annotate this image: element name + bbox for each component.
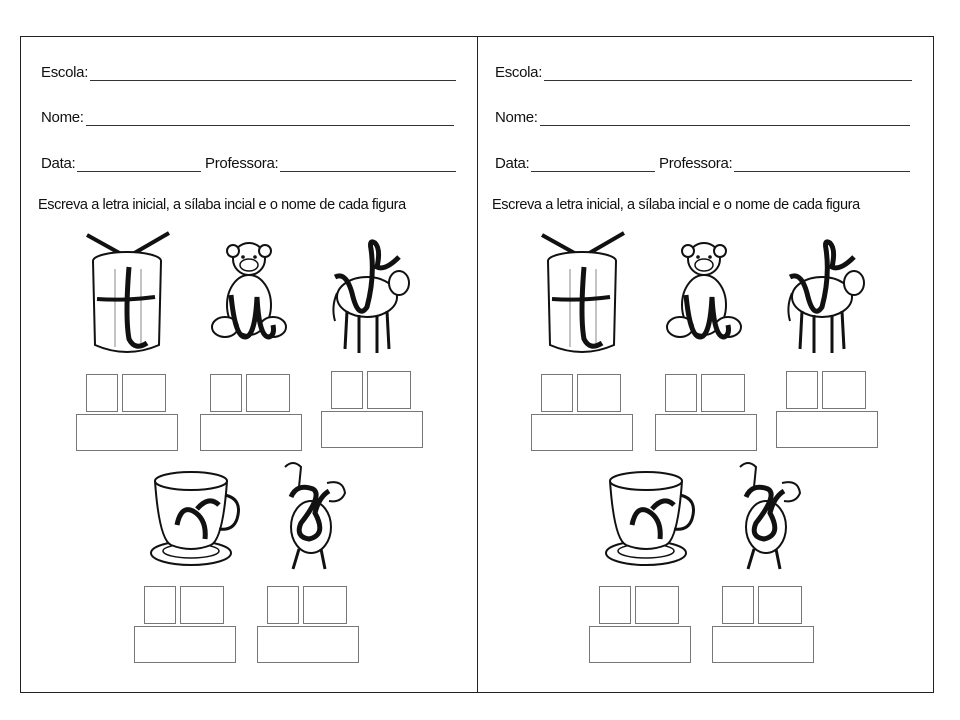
figure-name-box[interactable] [257,626,359,663]
initial-syllable-box[interactable] [701,374,745,412]
initial-letter-box[interactable] [786,371,818,409]
worksheet-copy-right [478,37,934,692]
initial-letter-box[interactable] [210,374,242,412]
instruction-text: Escreva a letra inicial, a sílaba incial e o nome de cada figura [492,197,860,213]
name-field[interactable] [41,109,454,126]
initial-letter-box[interactable] [86,374,118,412]
date-label: Data: [495,155,530,172]
school-field[interactable] [495,64,912,81]
monkey-icon [664,237,744,349]
drum-icon [85,227,175,355]
date-line[interactable] [77,157,201,172]
name-label: Nome: [41,109,84,126]
figure-name-box[interactable] [200,414,302,451]
figure-name-box[interactable] [712,626,814,663]
initial-letter-box[interactable] [722,586,754,624]
initial-letter-box[interactable] [144,586,176,624]
school-label: Escola: [495,64,543,81]
figure-name-box[interactable] [776,411,878,448]
initial-letter-box[interactable] [331,371,363,409]
drum-icon [540,227,630,355]
school-field[interactable] [41,64,456,81]
teacher-label: Professora: [659,155,733,172]
initial-letter-box[interactable] [665,374,697,412]
school-line[interactable] [544,66,912,81]
figure-name-box[interactable] [531,414,633,451]
name-label: Nome: [495,109,538,126]
initial-syllable-box[interactable] [303,586,347,624]
worksheet-copy-left [21,37,477,692]
initial-letter-box[interactable] [541,374,573,412]
monkey-icon [209,237,289,349]
figure-name-box[interactable] [655,414,757,451]
initial-syllable-box[interactable] [122,374,166,412]
figure-name-box[interactable] [76,414,178,451]
name-field[interactable] [495,109,910,126]
school-label: Escola: [41,64,89,81]
teacher-field[interactable] [659,155,910,172]
teacher-line[interactable] [280,157,456,172]
initial-syllable-box[interactable] [635,586,679,624]
initial-syllable-box[interactable] [246,374,290,412]
initial-letter-box[interactable] [599,586,631,624]
cup-icon [602,465,700,575]
initial-syllable-box[interactable] [367,371,411,409]
worksheet-sheet [20,36,934,693]
name-line[interactable] [540,111,910,126]
date-line[interactable] [531,157,655,172]
giraffe-icon [275,457,351,577]
initial-syllable-box[interactable] [758,586,802,624]
school-line[interactable] [90,66,456,81]
date-field[interactable] [495,155,655,172]
figure-name-box[interactable] [321,411,423,448]
instruction-text: Escreva a letra inicial, a sílaba incial e o nome de cada figura [38,197,406,213]
name-line[interactable] [86,111,454,126]
figure-name-box[interactable] [134,626,236,663]
initial-syllable-box[interactable] [822,371,866,409]
initial-syllable-box[interactable] [180,586,224,624]
figure-name-box[interactable] [589,626,691,663]
date-label: Data: [41,155,76,172]
teacher-field[interactable] [205,155,456,172]
initial-syllable-box[interactable] [577,374,621,412]
teacher-label: Professora: [205,155,279,172]
cow-icon [784,237,868,361]
initial-letter-box[interactable] [267,586,299,624]
date-field[interactable] [41,155,201,172]
teacher-line[interactable] [734,157,910,172]
giraffe-icon [730,457,806,577]
cow-icon [329,237,413,361]
cup-icon [147,465,245,575]
